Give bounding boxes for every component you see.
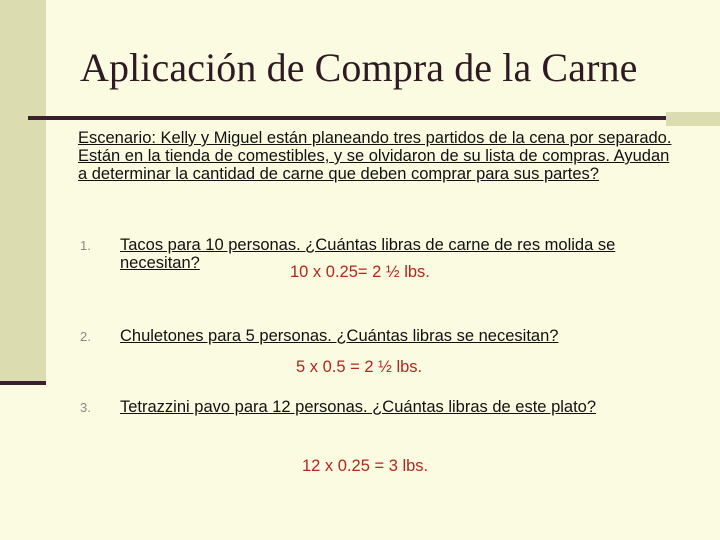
side-accent-bar: [0, 0, 46, 385]
item-3-question: Tetrazzini pavo para 12 personas. ¿Cuántas libras de este plato?: [120, 398, 597, 416]
item-2-answer: 5 x 0.5 = 2 ½ lbs.: [296, 358, 423, 376]
side-accent-tick: [0, 381, 46, 385]
item-3-answer: 12 x 0.25 = 3 lbs.: [302, 457, 429, 475]
scenario-text: Escenario: Kelly y Miguel están planeando tres partidos de la cena por separado. Están en la tienda de comestibles, y se olvidaron de su lista de compras. Ayudan a determinar la cantidad de carne que deben comprar para sus partes?: [78, 129, 672, 183]
title-rule-accent: [666, 112, 720, 126]
slide-title: Aplicación de Compra de la Carne: [80, 45, 638, 90]
title-rule: [28, 116, 666, 120]
item-1-question: Tacos para 10 personas. ¿Cuántas libras de carne de res molida se necesitan?: [120, 236, 616, 272]
item-3-number: 3.: [80, 400, 91, 415]
item-2-question: Chuletones para 5 personas. ¿Cuántas libras se necesitan?: [120, 327, 559, 345]
item-1-number: 1.: [80, 238, 91, 253]
item-1-answer: 10 x 0.25= 2 ½ lbs.: [290, 263, 430, 281]
item-2-number: 2.: [80, 329, 91, 344]
